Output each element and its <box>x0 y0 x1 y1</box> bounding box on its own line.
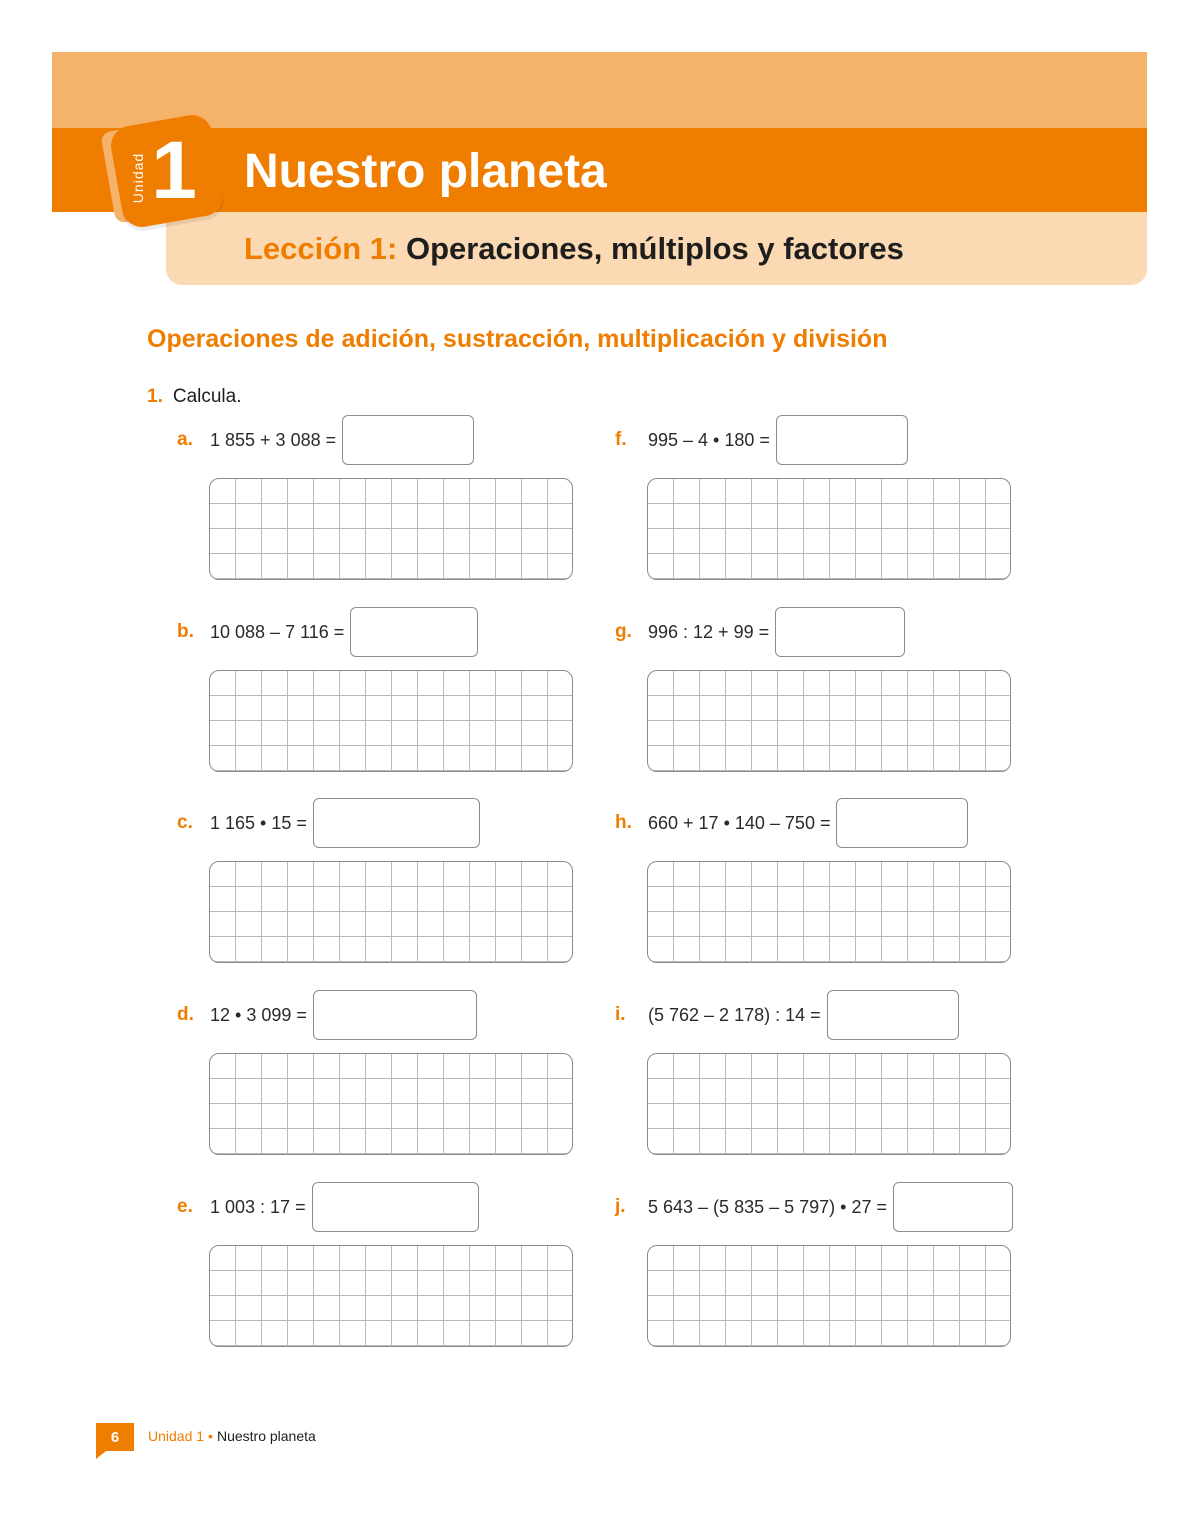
exercise-expression: 1 003 : 17 = <box>210 1196 306 1217</box>
exercise-expression: 660 + 17 • 140 – 750 = <box>648 812 831 833</box>
exercise-j <box>615 1181 985 1361</box>
exercise-line <box>615 797 968 849</box>
footer-separator: • <box>208 1428 213 1444</box>
exercise-letter: b. <box>177 621 194 642</box>
exercise-letter: h. <box>615 812 632 833</box>
exercise-line <box>615 606 905 658</box>
exercise-c <box>177 797 547 977</box>
exercise-expression: 995 – 4 • 180 = <box>648 429 770 450</box>
answer-box[interactable] <box>312 1182 479 1232</box>
exercise-letter: j. <box>615 1196 626 1217</box>
exercise-line <box>177 1181 479 1233</box>
lesson-title: Operaciones, múltiplos y factores <box>405 231 904 266</box>
exercise-i <box>615 989 985 1169</box>
exercise-line <box>177 414 474 466</box>
exercise-letter: i. <box>615 1004 626 1025</box>
exercise-d <box>177 989 547 1169</box>
exercise-b <box>177 606 547 786</box>
exercise-line <box>177 606 478 658</box>
work-grid[interactable] <box>647 861 1011 963</box>
exercise-letter: c. <box>177 812 193 833</box>
page-number-badge <box>96 1423 134 1451</box>
work-grid[interactable] <box>209 861 573 963</box>
work-grid[interactable] <box>209 478 573 580</box>
footer-title: Nuestro planeta <box>216 1428 316 1444</box>
lesson-heading <box>244 228 904 270</box>
exercise-expression: 996 : 12 + 99 = <box>648 621 770 642</box>
work-grid[interactable] <box>647 478 1011 580</box>
exercise-letter: a. <box>177 429 193 450</box>
activity-instruction <box>147 386 242 408</box>
exercise-f <box>615 414 985 594</box>
exercise-line <box>615 1181 1013 1233</box>
unit-number: 1 <box>151 125 197 216</box>
exercise-e <box>177 1181 547 1361</box>
exercise-expression: 1 165 • 15 = <box>210 812 307 833</box>
lesson-prefix: Lección 1: <box>244 231 398 266</box>
answer-box[interactable] <box>776 415 908 465</box>
exercise-letter: f. <box>615 429 627 450</box>
answer-box[interactable] <box>893 1182 1013 1232</box>
footer-caption <box>148 1428 316 1444</box>
header-top-band <box>52 52 1147 128</box>
work-grid[interactable] <box>209 1245 573 1347</box>
exercise-letter: g. <box>615 621 632 642</box>
exercise-expression: 1 855 + 3 088 = <box>210 429 337 450</box>
answer-box[interactable] <box>827 990 959 1040</box>
work-grid[interactable] <box>209 1053 573 1155</box>
work-grid[interactable] <box>647 1053 1011 1155</box>
activity-text: Calcula. <box>172 386 242 407</box>
exercise-line <box>177 797 480 849</box>
activity-number: 1. <box>147 386 163 407</box>
exercise-expression: 5 643 – (5 835 – 5 797) • 27 = <box>648 1196 887 1217</box>
exercise-expression: 12 • 3 099 = <box>210 1004 307 1025</box>
work-grid[interactable] <box>209 670 573 772</box>
work-grid[interactable] <box>647 670 1011 772</box>
answer-box[interactable] <box>313 798 480 848</box>
exercise-g <box>615 606 985 786</box>
exercise-letter: e. <box>177 1196 193 1217</box>
exercise-h <box>615 797 985 977</box>
exercise-expression: 10 088 – 7 116 = <box>210 621 345 642</box>
answer-box[interactable] <box>342 415 474 465</box>
exercise-letter: d. <box>177 1004 194 1025</box>
work-grid[interactable] <box>647 1245 1011 1347</box>
page-title: Nuestro planeta <box>244 145 607 198</box>
footer-unit: Unidad 1 <box>148 1428 205 1444</box>
exercise-line <box>615 989 959 1041</box>
exercise-a <box>177 414 547 594</box>
exercise-line <box>177 989 477 1041</box>
answer-box[interactable] <box>350 607 478 657</box>
page-number: 6 <box>110 1428 120 1446</box>
answer-box[interactable] <box>313 990 477 1040</box>
section-title: Operaciones de adición, sustracción, multiplicación y división <box>147 325 888 353</box>
exercise-expression: (5 762 – 2 178) : 14 = <box>648 1004 821 1025</box>
unit-label: Unidad <box>130 152 146 204</box>
exercise-line <box>615 414 908 466</box>
answer-box[interactable] <box>775 607 905 657</box>
answer-box[interactable] <box>836 798 968 848</box>
